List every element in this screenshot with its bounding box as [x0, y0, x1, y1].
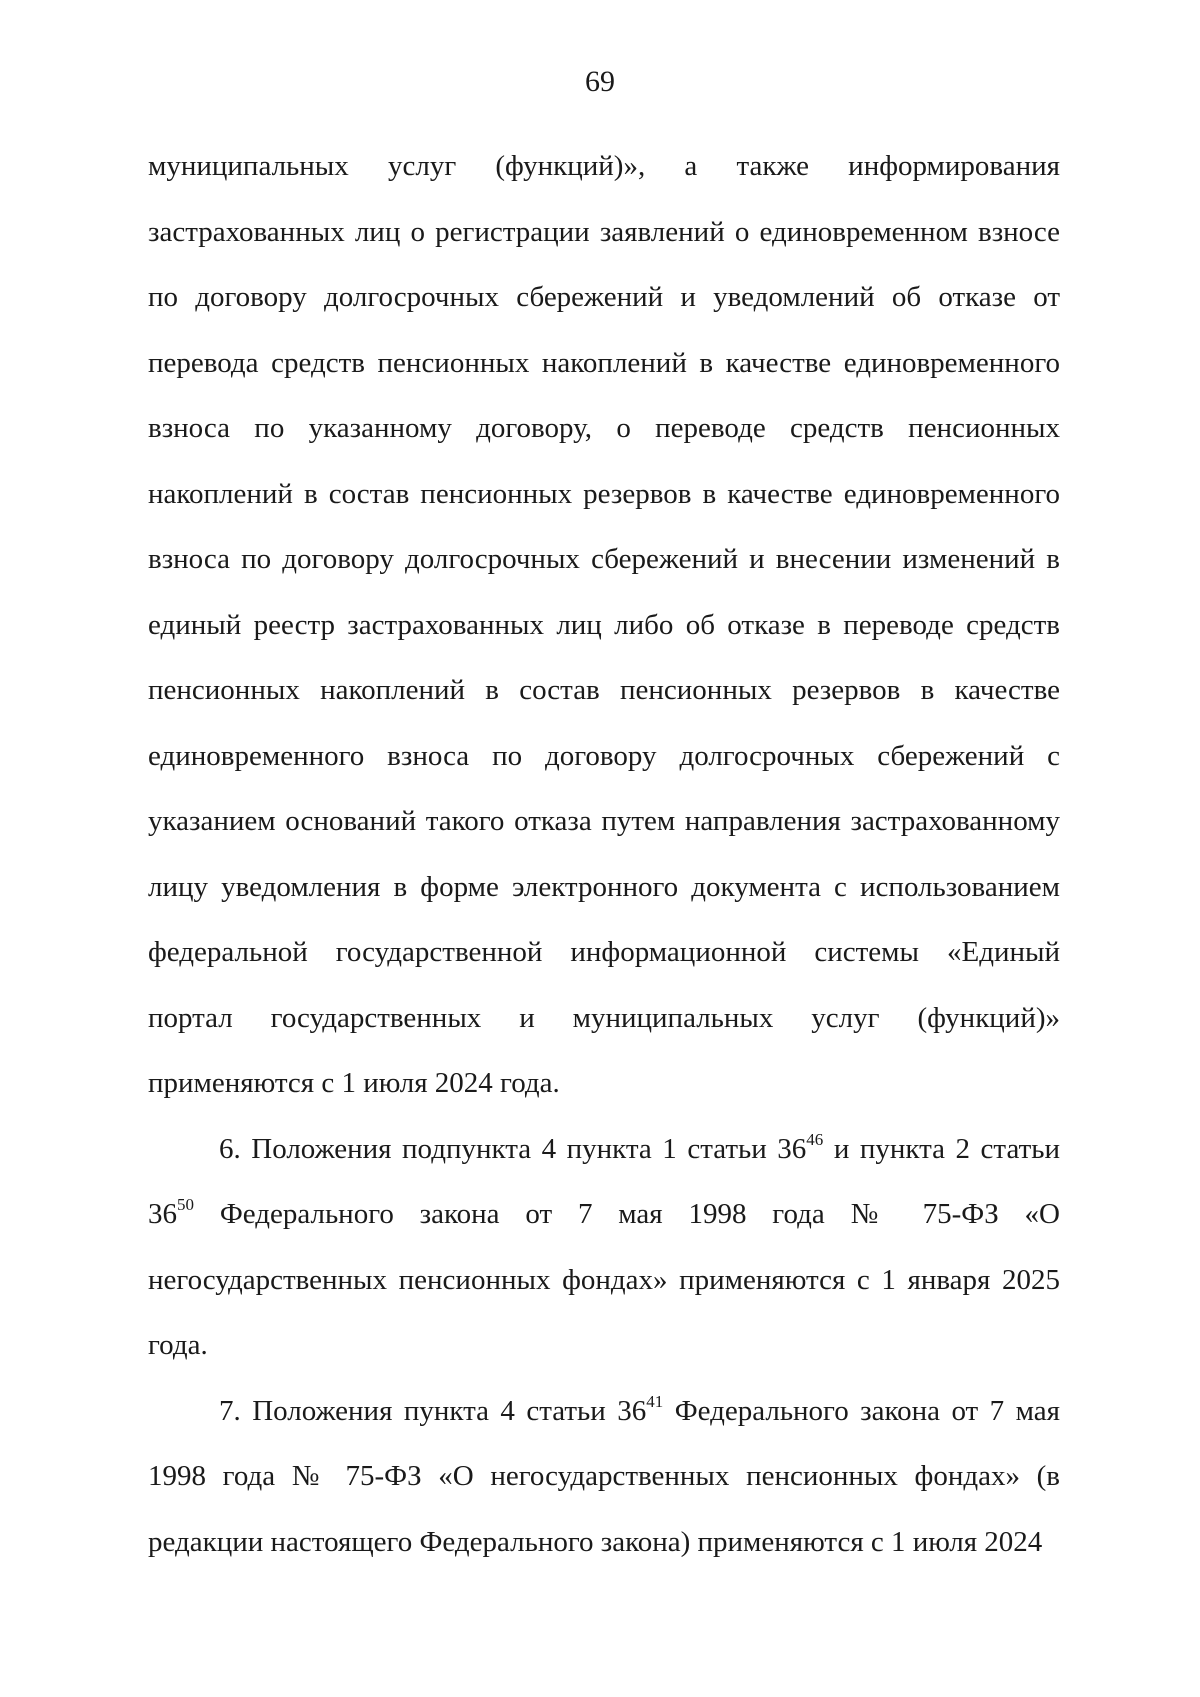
article-superscript: 41: [646, 1391, 664, 1411]
paragraph-text: Федерального закона от 7 мая 1998 года № 75-ФЗ «О негосударственных пенсионных фондах» (в редакции настоящего Федерального закона) применяются с 1 июля 2024: [148, 1394, 1060, 1558]
paragraph-text: 7. Положения пункта 4 статьи 36: [219, 1394, 647, 1427]
paragraph-text: 6. Положения подпункта 4 пункта 1 статьи 36: [219, 1132, 807, 1165]
article-superscript: 50: [177, 1195, 194, 1214]
paragraph-text: и пункта 2 статьи 36: [148, 1132, 1060, 1230]
document-body: [148, 134, 1060, 1575]
paragraph-continuation: [148, 134, 1060, 1117]
paragraph-item-7: [148, 1379, 1060, 1576]
page-number: 69: [585, 65, 615, 98]
paragraph-text: Федерального закона от 7 мая 1998 года № 75-ФЗ «О негосударственных пенсионных фондах» применяются с 1 января 2025 года.: [148, 1198, 1060, 1361]
paragraph-text: муниципальных услуг (функций)», а также информирования застрахованных лиц о регистрации заявлений о единовременном взносе по договору долгосрочных сбережений и уведомлений об отказе от перевода средств пенсионных накоплений в качестве единовременного взноса по указанному договору, о переводе средств пенсионных накоплений в состав пенсионных резервов в качестве единовременного взноса по договору долгосрочных сбережений и внесении изменений в единый реестр застрахованных лиц либо об отказе в переводе средств пенсионных накоплений в состав пенсионных резервов в качестве единовременного взноса по договору долгосрочных сбережений с указанием оснований такого отказа путем направления застрахованному лицу уведомления в форме электронного документа с использованием федеральной государственной информационной системы «Единый портал государственных и муниципальных услуг (функций)» применяются с 1 июля 2024 года.: [148, 150, 1060, 1099]
paragraph-item-6: [148, 1117, 1060, 1379]
article-superscript: 46: [806, 1129, 824, 1149]
